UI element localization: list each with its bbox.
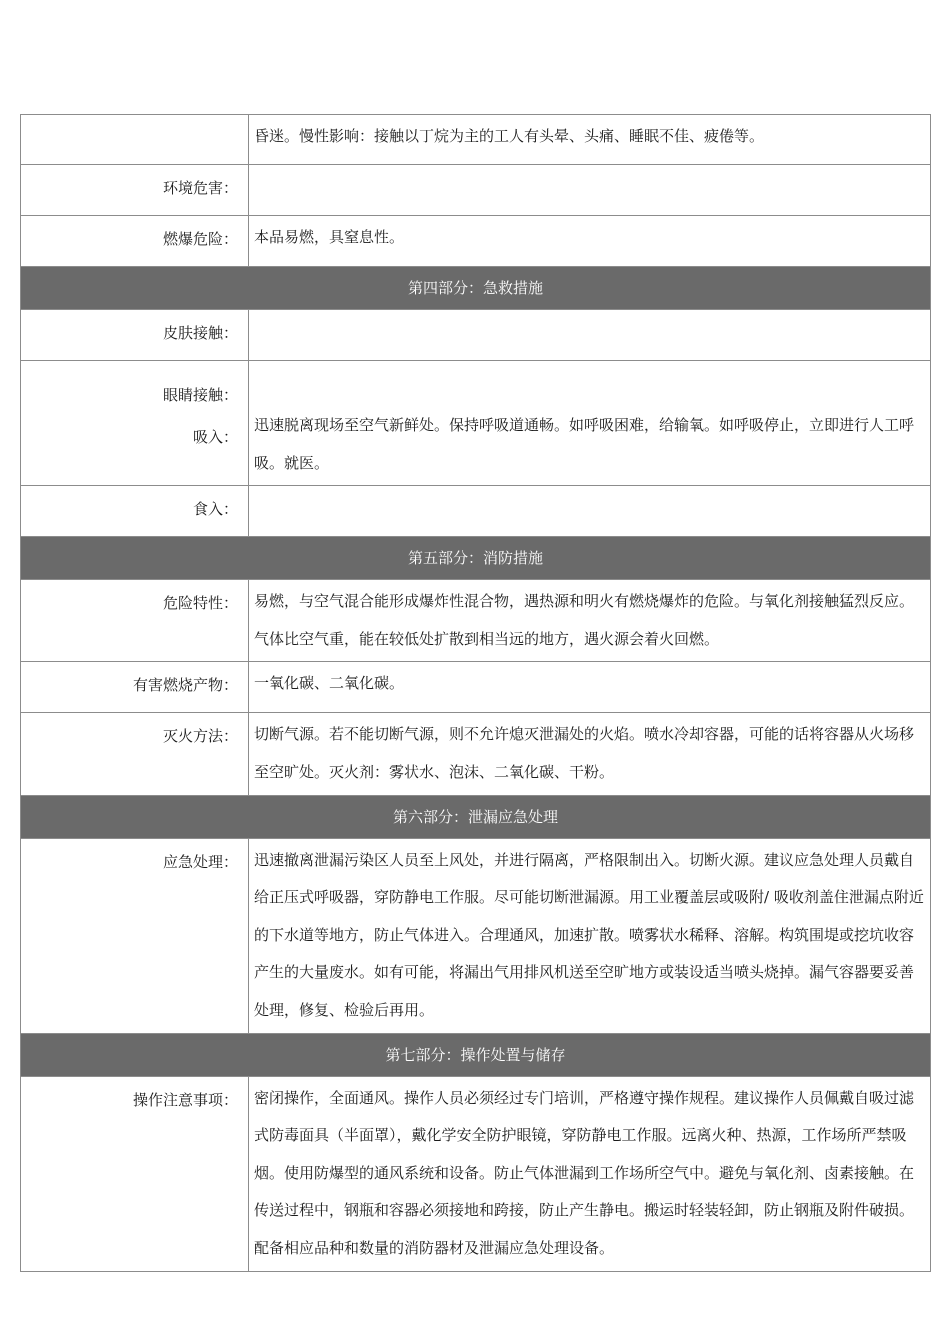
extinguish-label: 灭火方法： bbox=[21, 713, 249, 795]
operation-label: 操作注意事项： bbox=[21, 1076, 249, 1271]
emergency-label: 应急处理： bbox=[21, 838, 249, 1033]
empty-label-cell bbox=[21, 115, 249, 165]
section-7-title: 第七部分：操作处置与储存 bbox=[21, 1033, 931, 1076]
combustion-products-value: 一氧化碳、二氧化碳。 bbox=[249, 662, 931, 713]
section-6-title: 第六部分：泄漏应急处理 bbox=[21, 795, 931, 838]
eye-inhale-labels bbox=[21, 361, 249, 486]
table-row bbox=[21, 361, 931, 486]
table-row bbox=[21, 165, 931, 216]
msds-table bbox=[20, 114, 931, 1272]
inhale-label: 吸入： bbox=[192, 428, 238, 446]
table-row bbox=[21, 713, 931, 795]
table-row bbox=[21, 1076, 931, 1271]
table-row bbox=[21, 838, 931, 1033]
ingestion-value bbox=[249, 486, 931, 537]
table-row bbox=[21, 216, 931, 267]
section-header bbox=[21, 267, 931, 310]
table-row bbox=[21, 115, 931, 165]
coma-value: 昏迷。慢性影响：接触以丁烷为主的工人有头晕、头痛、睡眠不佳、疲倦等。 bbox=[249, 115, 931, 165]
skin-contact-value bbox=[249, 310, 931, 361]
danger-label: 危险特性： bbox=[21, 580, 249, 662]
fire-hazard-label: 燃爆危险： bbox=[21, 216, 249, 267]
danger-value: 易燃，与空气混合能形成爆炸性混合物，遇热源和明火有燃烧爆炸的危险。与氧化剂接触猛烈反应。气体比空气重，能在较低处扩散到相当远的地方，遇火源会着火回燃。 bbox=[249, 580, 931, 662]
table-row bbox=[21, 580, 931, 662]
env-value bbox=[249, 165, 931, 216]
env-label: 环境危害： bbox=[21, 165, 249, 216]
inhale-value: 迅速脱离现场至空气新鲜处。保持呼吸道通畅。如呼吸困难，给输氧。如呼吸停止，立即进行人工呼吸。就医。 bbox=[249, 361, 931, 486]
section-header bbox=[21, 537, 931, 580]
extinguish-value: 切断气源。若不能切断气源，则不允许熄灭泄漏处的火焰。喷水冷却容器，可能的话将容器从火场移至空旷处。灭火剂：雾状水、泡沫、二氧化碳、干粉。 bbox=[249, 713, 931, 795]
fire-hazard-value: 本品易燃，具窒息性。 bbox=[249, 216, 931, 267]
section-4-title: 第四部分：急救措施 bbox=[21, 267, 931, 310]
combustion-products-label: 有害燃烧产物： bbox=[21, 662, 249, 713]
table-row bbox=[21, 662, 931, 713]
skin-contact-label: 皮肤接触： bbox=[21, 310, 249, 361]
ingestion-label: 食入： bbox=[21, 486, 249, 537]
section-header bbox=[21, 1033, 931, 1076]
section-header bbox=[21, 795, 931, 838]
eye-contact-label: 眼睛接触： bbox=[162, 386, 238, 404]
table-row bbox=[21, 486, 931, 537]
table-row bbox=[21, 310, 931, 361]
emergency-value: 迅速撤离泄漏污染区人员至上风处，并进行隔离，严格限制出入。切断火源。建议应急处理人员戴自给正压式呼吸器，穿防静电工作服。尽可能切断泄漏源。用工业覆盖层或吸附/ 吸收剂盖住泄漏点附近的下水道等地方，防止气体进入。合理通风，加速扩散。喷雾状水稀释、溶解。构筑围堤或挖坑收容产生的大量废水。如有可能，将漏出气用排风机送至空旷地方或装设适当喷头烧掉。漏气容器要妥善处理，修复、检验后再用。 bbox=[249, 838, 931, 1033]
section-5-title: 第五部分：消防措施 bbox=[21, 537, 931, 580]
operation-value: 密闭操作，全面通风。操作人员必须经过专门培训，严格遵守操作规程。建议操作人员佩戴自吸过滤式防毒面具（半面罩），戴化学安全防护眼镜，穿防静电工作服。远离火种、热源，工作场所严禁吸烟。使用防爆型的通风系统和设备。防止气体泄漏到工作场所空气中。避免与氧化剂、卤素接触。在传送过程中，钢瓶和容器必须接地和跨接，防止产生静电。搬运时轻装轻卸，防止钢瓶及附件破损。配备相应品种和数量的消防器材及泄漏应急处理设备。 bbox=[249, 1076, 931, 1271]
